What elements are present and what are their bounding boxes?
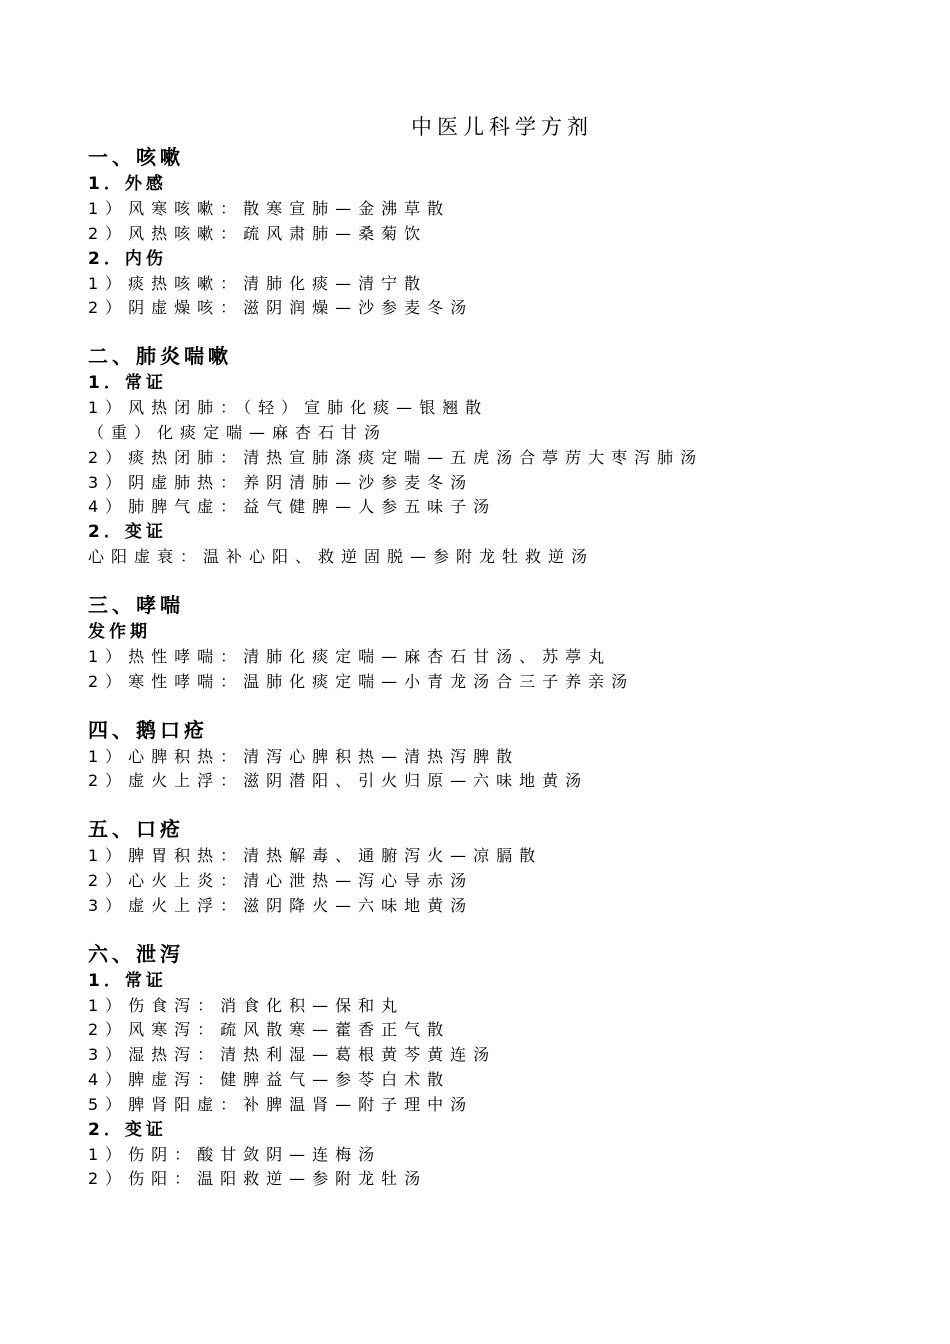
prescription-line: 2）阴虚燥咳：滋阴润燥—沙参麦冬汤 — [88, 298, 474, 318]
subsection-heading: 1．常证 — [88, 373, 167, 394]
section-heading: 五、口疮 — [88, 817, 184, 842]
prescription-line: 1）痰热咳嗽：清肺化痰—清宁散 — [88, 273, 428, 293]
section-heading: 三、哮喘 — [88, 592, 184, 617]
subsection-heading: 1．常证 — [88, 970, 167, 991]
prescription-line: 1）心脾积热：清泻心脾积热—清热泻脾散 — [88, 746, 520, 766]
prescription-line: 2）风寒泻：疏风散寒—藿香正气散 — [88, 1020, 451, 1040]
prescription-line: 2）风热咳嗽：疏风肃肺—桑菊饮 — [88, 223, 428, 243]
document-page — [88, 112, 888, 1192]
document-title: 中医儿科学方剂 — [411, 115, 593, 139]
prescription-line: 2）痰热闭肺：清热宣肺涤痰定喘—五虎汤合葶苈大枣泻肺汤 — [88, 447, 704, 467]
section-heading: 一、咳嗽 — [88, 145, 184, 169]
prescription-line: 1）风寒咳嗽：散寒宣肺—金沸草散 — [88, 199, 451, 218]
section — [88, 142, 888, 321]
prescription-line: 2）虚火上浮：滋阴潜阳、引火归原—六味地黄汤 — [88, 771, 589, 791]
prescription-line: 1）风热闭肺：（轻）宣肺化痰—银翘散 — [88, 398, 489, 418]
prescription-line: 2）伤阳：温阳救逆—参附龙牡汤 — [88, 1169, 428, 1189]
section — [88, 939, 888, 1193]
section — [88, 341, 888, 570]
prescription-line: 4）肺脾气虚：益气健脾—人参五味子汤 — [88, 497, 497, 517]
subsection-heading: 2．变证 — [88, 1119, 167, 1140]
prescription-line: 3）阴虚肺热：养阴清肺—沙参麦冬汤 — [88, 472, 474, 492]
prescription-line: 4）脾虚泻：健脾益气—参苓白术散 — [88, 1069, 451, 1089]
subsection-heading: 2．变证 — [88, 522, 167, 543]
prescription-line: 3）湿热泻：清热利湿—葛根黄芩黄连汤 — [88, 1045, 497, 1065]
sections-container — [88, 142, 888, 1192]
prescription-line: 3）虚火上浮：滋阴降火—六味地黄汤 — [88, 895, 474, 915]
section — [88, 814, 888, 918]
subsection-heading: 发作期 — [88, 621, 151, 642]
prescription-line: 2）寒性哮喘：温肺化痰定喘—小青龙汤合三子养亲汤 — [88, 671, 635, 691]
section — [88, 590, 888, 695]
prescription-line: 1）伤阴：酸甘敛阴—连梅汤 — [88, 1144, 382, 1164]
subsection-heading: 2．内伤 — [88, 248, 167, 269]
prescription-line: 2）心火上炎：清心泄热—泻心导赤汤 — [88, 870, 474, 890]
section-heading: 四、鹅口疮 — [88, 717, 208, 742]
prescription-line: 5）脾肾阳虚：补脾温肾—附子理中汤 — [88, 1094, 474, 1114]
prescription-line: 1）伤食泻：消食化积—保和丸 — [88, 995, 405, 1015]
subsection-heading: 1．外感 — [88, 174, 167, 194]
section — [88, 715, 888, 795]
prescription-line: 心阳虚衰：温补心阳、救逆固脱—参附龙牡救逆汤 — [88, 547, 595, 567]
prescription-line: 1）脾胃积热：清热解毒、通腑泻火—凉膈散 — [88, 846, 543, 866]
section-heading: 二、肺炎喘嗽 — [88, 344, 232, 369]
prescription-line: （重）化痰定喘—麻杏石甘汤 — [88, 422, 388, 442]
prescription-line: 1）热性哮喘：清肺化痰定喘—麻杏石甘汤、苏葶丸 — [88, 646, 612, 666]
section-heading: 六、泄泻 — [88, 941, 184, 966]
